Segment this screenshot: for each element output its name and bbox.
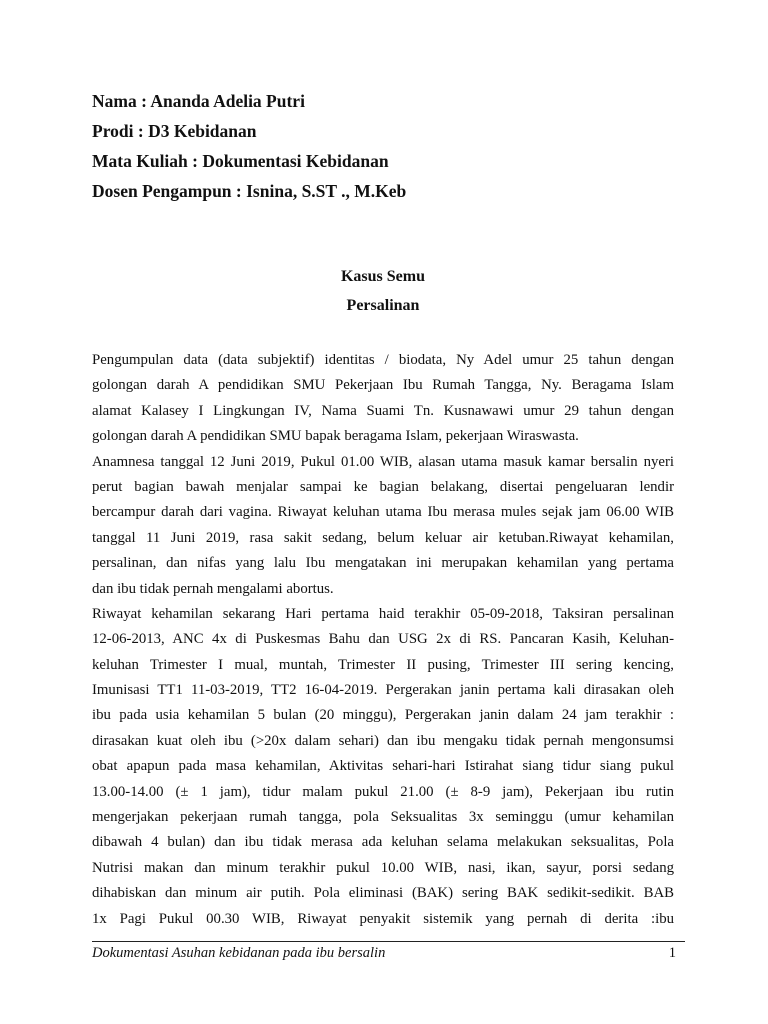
body-line: Anamnesa tanggal 12 Juni 2019, Pukul 01.00 WIB, alasan utama masuk kamar bersalin nyeri	[92, 453, 674, 470]
nama-line: Nama : Ananda Adelia Putri	[92, 91, 305, 111]
body-line: golongan darah A pendidikan SMU bapak beragama Islam, pekerjaan Wiraswasta.	[92, 428, 579, 445]
body-line: dihabiskan dan minum air putih. Pola eliminasi (BAK) sering BAK sedikit-sedikit. BAB	[92, 885, 674, 902]
dosen-line: Dosen Pengampun : Isnina, S.ST ., M.Keb	[92, 181, 407, 201]
body-line: perut bagian bawah menjalar sampai ke bagian belakang, disertai pengeluaran lendir	[92, 478, 674, 495]
body-line: dan ibu tidak pernah mengalami abortus.	[92, 580, 334, 597]
document-titles	[92, 262, 674, 320]
mata-kuliah-line: Mata Kuliah : Dokumentasi Kebidanan	[92, 151, 389, 171]
prodi-line: Prodi : D3 Kebidanan	[92, 121, 257, 141]
body-line: keluhan Trimester I mual, muntah, Trimester II pusing, Trimester III sering kencing,	[92, 656, 674, 673]
title-persalinan: Persalinan	[346, 297, 420, 314]
body-line: dibawah 4 bulan) dan ibu tidak merasa ada keluhan selama melakukan seksualitas, Pola	[92, 834, 674, 851]
body-line: alamat Kalasey I Lingkungan IV, Nama Suami Tn. Kusnawawi umur 29 tahun dengan	[92, 402, 674, 419]
body-line: obat apapun pada masa kehamilan, Aktivitas sehari-hari Istirahat siang tidur siang pukul	[92, 758, 674, 775]
title-kasus-semu: Kasus Semu	[340, 268, 426, 285]
body-line: golongan darah A pendidikan SMU Pekerjaan Ibu Rumah Tangga, Ny. Beragama Islam	[92, 377, 674, 394]
body-text	[92, 348, 674, 932]
footer-divider	[92, 941, 685, 942]
body-line: ibu pada usia kehamilan 5 bulan (20 minggu), Pergerakan janin dalam 24 jam terakhir :	[92, 707, 674, 724]
body-line: 12-06-2013, ANC 4x di Puskesmas Bahu dan USG 2x di RS. Pancaran Kasih, Keluhan-	[92, 631, 674, 648]
body-line: Imunisasi TT1 11-03-2019, TT2 16-04-2019. Pergerakan janin pertama kali dirasakan oleh	[92, 682, 674, 699]
body-line: 13.00-14.00 (± 1 jam), tidur malam pukul 21.00 (± 8-9 jam), Pekerjaan ibu rutin	[92, 783, 674, 800]
body-line: Pengumpulan data (data subjektif) identitas / biodata, Ny Adel umur 25 tahun dengan	[92, 352, 674, 368]
student-info-header	[92, 86, 692, 206]
body-line: mengerjakan pekerjaan rumah tangga, pola Seksualitas 3x seminggu (umur kehamilan	[92, 809, 674, 826]
body-line: Nutrisi makan dan minum terakhir pukul 10.00 WIB, nasi, ikan, sayur, porsi sedang	[92, 859, 674, 876]
page-number: 1	[668, 945, 676, 961]
body-line: dirasakan kuat oleh ibu (>20x dalam sehari) dan ibu mengaku tidak pernah mengonsumsi	[92, 732, 674, 749]
body-line: bercampur darah dari vagina. Riwayat keluhan utama Ibu merasa mules sejak jam 06.00 WIB	[92, 504, 674, 521]
body-line: 1x Pagi Pukul 00.30 WIB, Riwayat penyakit sistemik yang pernah di derita :ibu	[92, 910, 674, 927]
body-line: tanggal 11 Juni 2019, rasa sakit sedang, belum keluar air ketuban.Riwayat kehamilan,	[92, 529, 674, 546]
body-line: Riwayat kehamilan sekarang Hari pertama haid terakhir 05-09-2018, Taksiran persalinan	[92, 605, 674, 622]
footer-title: Dokumentasi Asuhan kebidanan pada ibu bersalin	[92, 945, 386, 961]
body-line: persalinan, dan nifas yang lalu Ibu mengatakan ini merupakan kehamilan yang pertama	[92, 555, 674, 572]
